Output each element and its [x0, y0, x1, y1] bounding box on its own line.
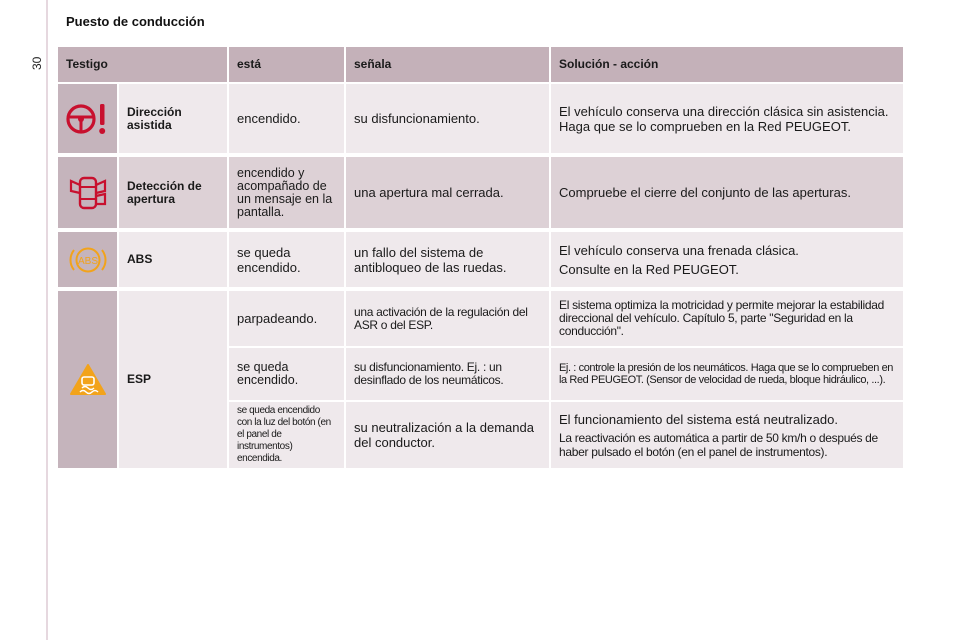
- solution-line: El funcionamiento del sistema está neutralizado.: [559, 411, 838, 427]
- esp-icon: [58, 291, 117, 468]
- solution-text: El vehículo conserva una dirección clásica sin asistencia. Haga que se lo comprueben en la Red PEUGEOT.: [551, 84, 903, 153]
- abs-icon: [58, 232, 117, 287]
- steering-warning-icon: [58, 84, 117, 153]
- state-text: encendido y acompañado de un mensaje en la pantalla.: [229, 157, 344, 228]
- solution-text: El sistema optimiza la motricidad y permite mejorar la estabilidad direccional del vehículo. Capítulo 5, parte "Seguridad en la conducción".: [551, 291, 903, 346]
- page-number: 30: [30, 56, 44, 70]
- solution-line: La reactivación es automática a partir de 50 km/h o después de haber pulsado el botón (en el panel de instrumentos).: [559, 430, 878, 459]
- signal-text: una apertura mal cerrada.: [346, 157, 549, 228]
- col-header-senala: señala: [346, 47, 549, 82]
- svg-text:ABS: ABS: [77, 255, 98, 267]
- solution-line: Consulte en la Red PEUGEOT.: [559, 261, 739, 277]
- signal-text: su neutralización a la demanda del conductor.: [346, 402, 549, 468]
- door-open-icon: [58, 157, 117, 228]
- warning-name: Dirección asistida: [119, 84, 227, 153]
- signal-text: una activación de la regulación del ASR o del ESP.: [346, 291, 549, 346]
- state-text: se queda encendido con la luz del botón (en el panel de instrumentos) encendida.: [229, 402, 344, 468]
- state-text: parpadeando.: [229, 291, 344, 346]
- signal-text: su disfuncionamiento.: [346, 84, 549, 153]
- solution-text: Compruebe el cierre del conjunto de las aperturas.: [551, 157, 903, 228]
- warning-name: ABS: [119, 232, 227, 287]
- solution-text: Ej. : controle la presión de los neumáticos. Haga que se lo comprueben en la Red PEUGEOT. (Sensor de velocidad de rueda, bloque hidráulico, ...).: [551, 348, 903, 400]
- warning-name: Detección de apertura: [119, 157, 227, 228]
- signal-text: un fallo del sistema de antibloqueo de las ruedas.: [346, 232, 549, 287]
- signal-text: su disfuncionamiento. Ej. : un desinflado de los neumáticos.: [346, 348, 549, 400]
- margin-rule: [46, 0, 48, 640]
- state-text: encendido.: [229, 84, 344, 153]
- section-title: Puesto de conducción: [66, 14, 205, 29]
- col-header-solucion: Solución - acción: [551, 47, 903, 82]
- solution-text: [551, 402, 903, 468]
- state-text: se queda encendido.: [229, 232, 344, 287]
- col-header-esta: está: [229, 47, 344, 82]
- solution-text: [551, 232, 903, 287]
- state-text: se queda encendido.: [229, 348, 344, 400]
- col-header-testigo: Testigo: [58, 47, 227, 82]
- warning-name: ESP: [119, 291, 227, 468]
- solution-line: El vehículo conserva una frenada clásica.: [559, 242, 799, 258]
